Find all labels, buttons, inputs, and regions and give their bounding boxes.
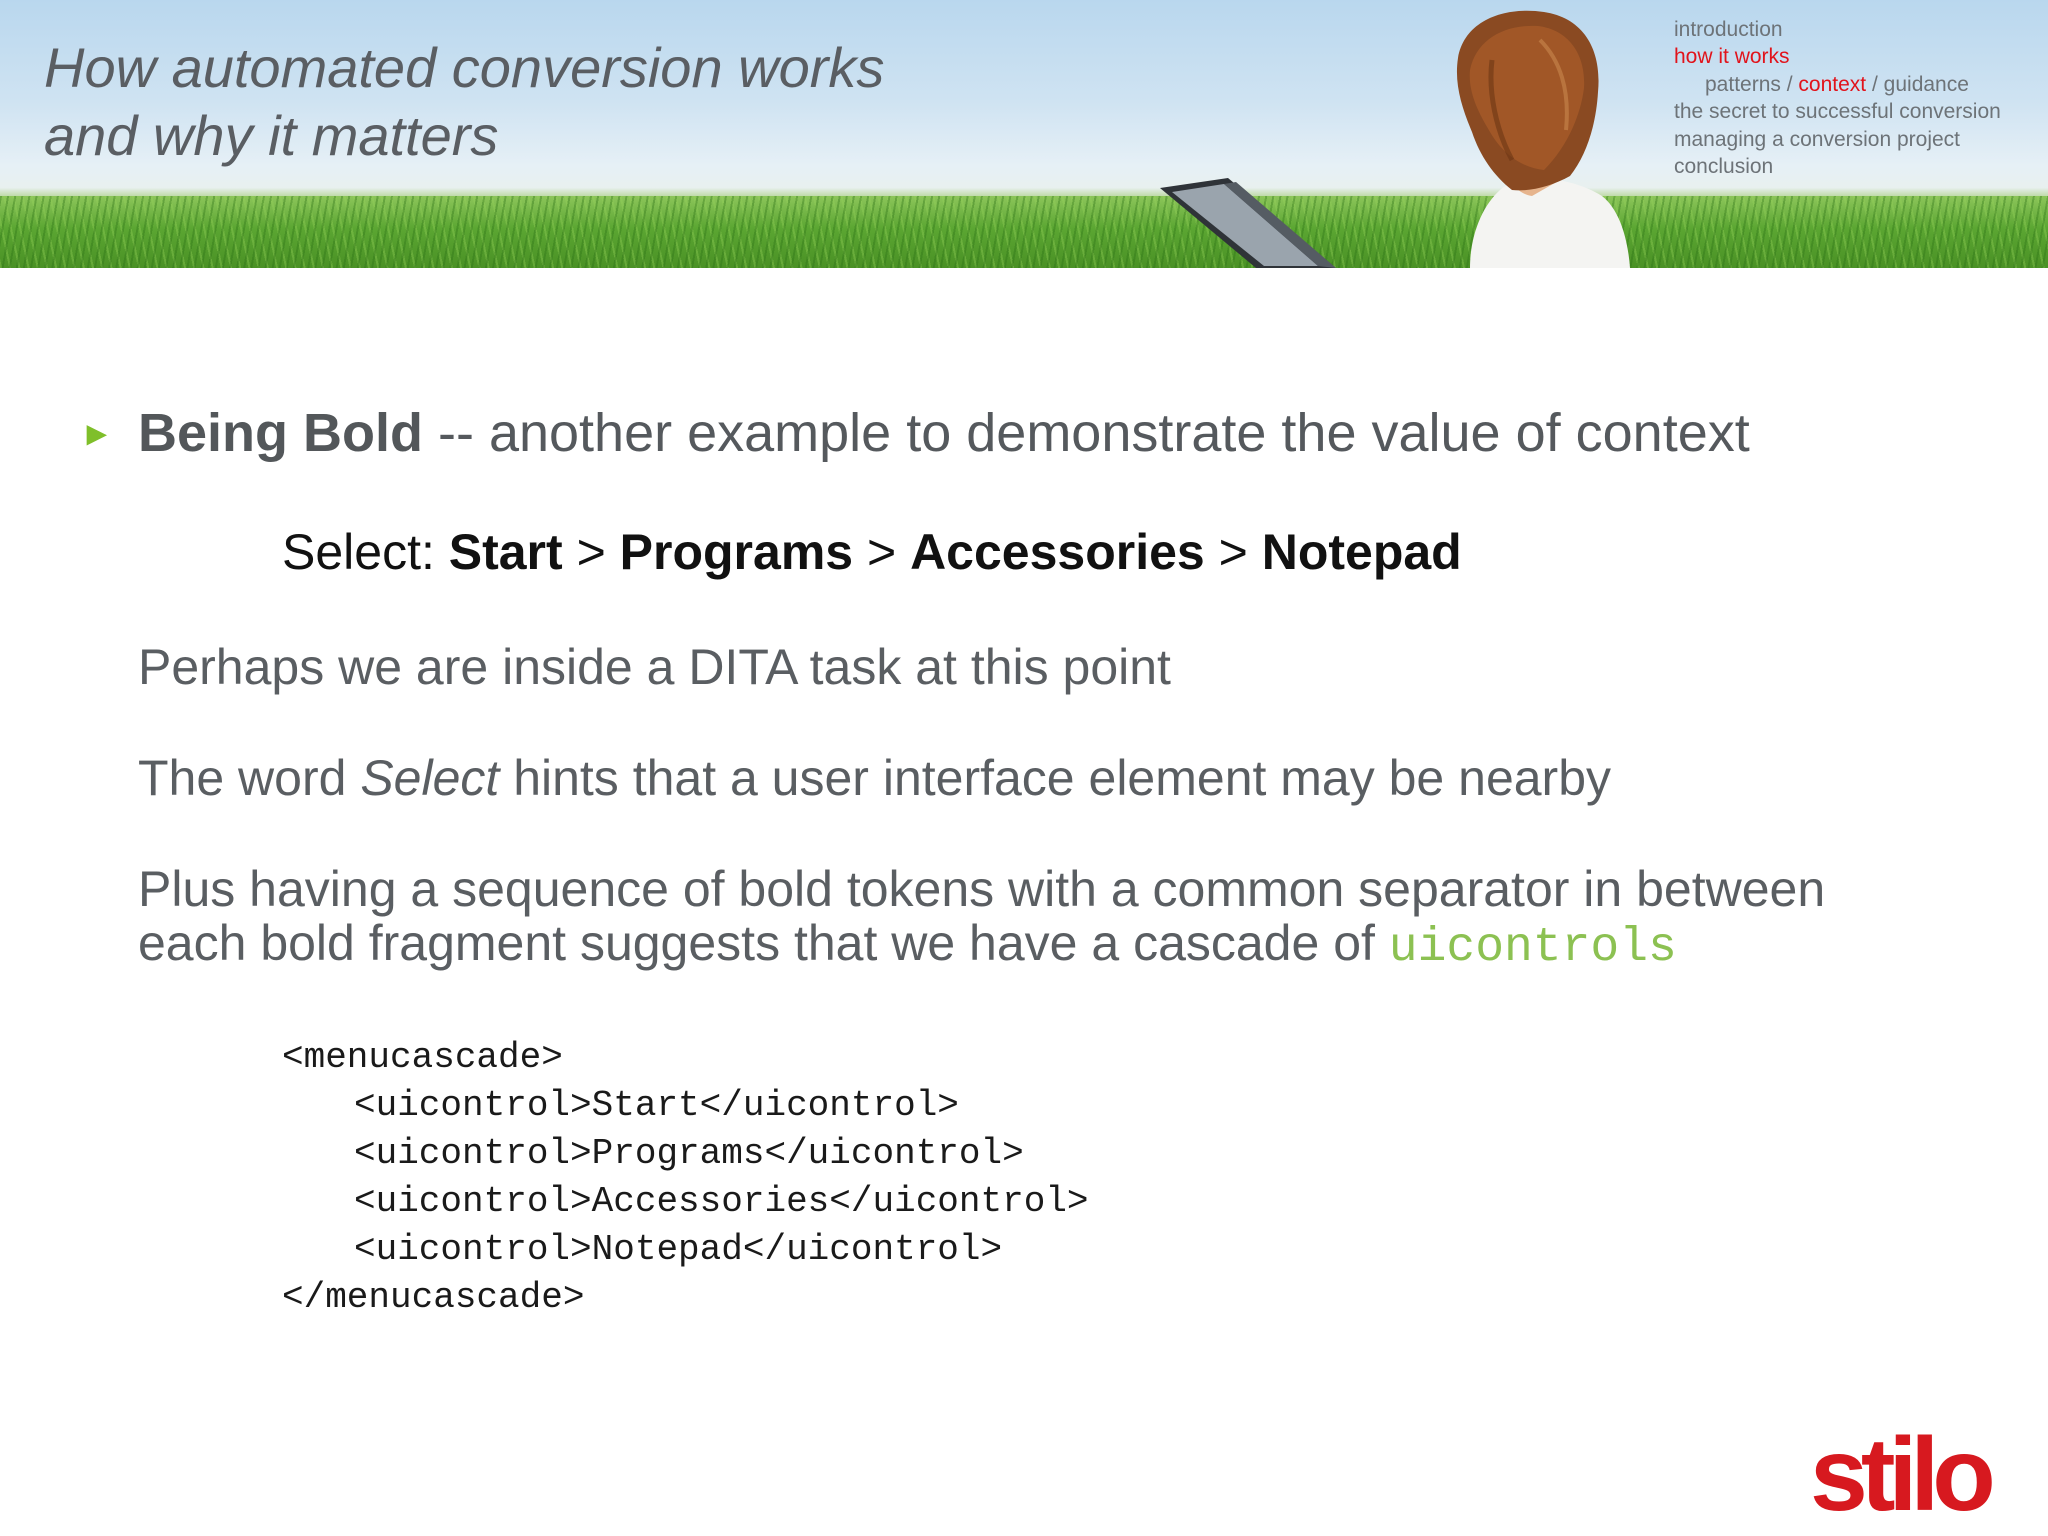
paragraph-select-emphasis: Select [360,750,500,806]
nav-subitems [1674,71,2001,98]
menu-path-example [282,520,1462,584]
nav-separator: / [1871,72,1878,96]
menu-path-item-programs: Programs [619,524,854,580]
nav-item-how-it-works[interactable]: how it works [1674,45,1790,69]
menucascade-code-block [282,1034,1089,1322]
nav-item-managing-project[interactable]: managing a conversion project [1674,127,1961,151]
slide-title-line-1: How automated conversion works [44,36,885,99]
stilo-logo [1808,1418,2030,1518]
code-line: <uicontrol>Notepad</uicontrol> [354,1229,1003,1270]
header-banner [0,0,2048,268]
menu-path-item-accessories: Accessories [910,524,1205,580]
bullet-heading [80,398,1750,469]
nav-subitem-guidance[interactable]: guidance [1883,72,1969,96]
nav-item-secret-to-success[interactable]: the secret to successful conversion [1674,100,2001,124]
paragraph-dita-task: Perhaps we are inside a DITA task at this point [138,639,1171,695]
slide-title-line-2: and why it matters [44,104,499,167]
uicontrols-code-word: uicontrols [1388,921,1677,975]
triangle-bullet-icon: ► [80,415,114,453]
code-line: <uicontrol>Programs</uicontrol> [354,1133,1024,1174]
paragraph-cascade-line-2 [138,916,1825,975]
paragraph-select-after: hints that a user interface element may be nearby [499,750,1612,806]
bullet-rest-text: -- another example to demonstrate the value of context [422,403,1750,463]
slide-title [44,34,884,170]
grass-field-background [0,196,2048,268]
menu-path-prefix: Select: [282,524,449,580]
nav-subitem-context[interactable]: context [1798,72,1867,96]
woman-with-laptop-photo [1140,0,1700,268]
menu-path-separator: > [853,524,911,580]
menu-path-separator: > [562,524,620,580]
menu-path-item-start: Start [448,524,563,580]
nav-subitem-patterns[interactable]: patterns [1705,72,1781,96]
code-line: <uicontrol>Accessories</uicontrol> [354,1181,1089,1222]
nav-separator: / [1786,72,1793,96]
stilo-logo-text: stilo [1810,1418,1989,1518]
paragraph-cascade [138,862,1825,975]
paragraph-cascade-text: each bold fragment suggests that we have a cascade of [138,915,1389,971]
nav-item-introduction[interactable]: introduction [1674,18,1783,41]
paragraph-select-hint [138,751,1611,805]
code-line-close: </menucascade> [282,1277,585,1318]
bullet-bold-text: Being Bold [138,403,423,463]
paragraph-select-before: The word [138,750,361,806]
paragraph-cascade-line-1: Plus having a sequence of bold tokens with a common separator in between [138,861,1826,917]
code-line: <uicontrol>Start</uicontrol> [354,1085,959,1126]
section-outline-nav [1674,16,2001,180]
menu-path-item-notepad: Notepad [1261,524,1462,580]
menu-path-separator: > [1204,524,1262,580]
code-line-open: <menucascade> [282,1037,563,1078]
nav-item-conclusion[interactable]: conclusion [1674,155,1774,179]
